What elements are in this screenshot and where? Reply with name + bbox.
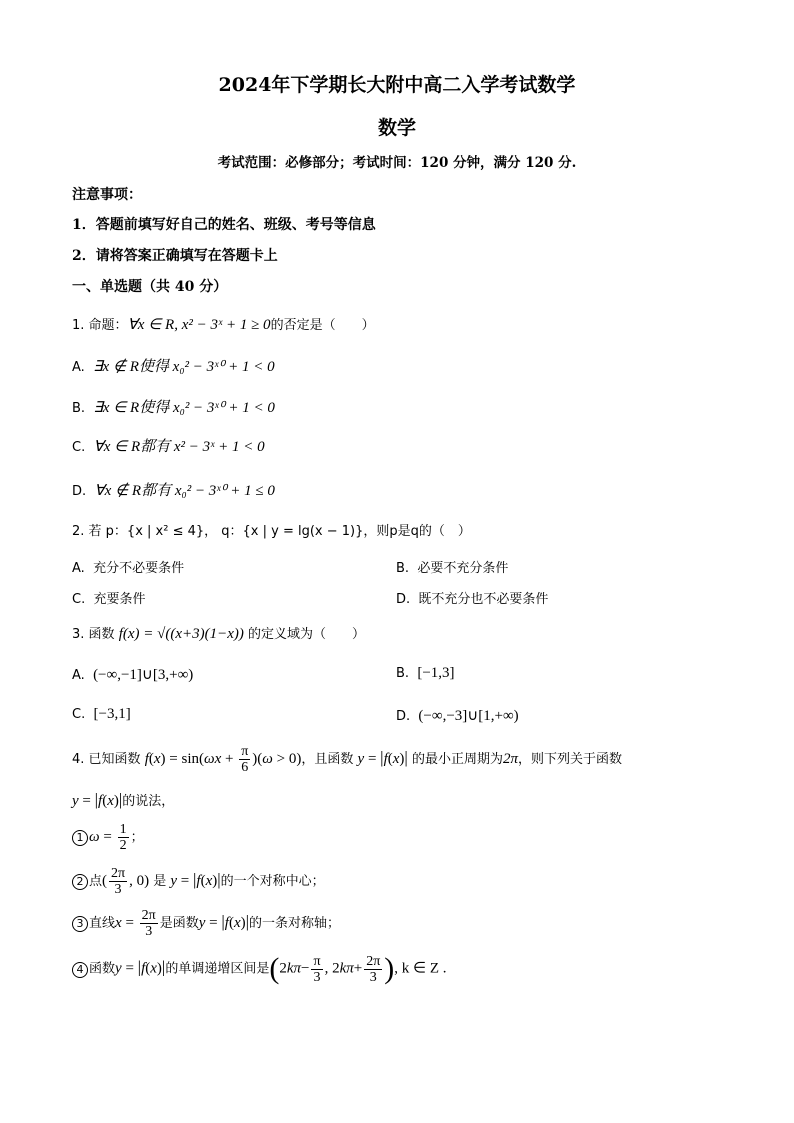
notice-item-1: 1．答题前填写好自己的姓名、班级、考号等信息 bbox=[72, 217, 376, 233]
q3-option-b: B. [−1,3] bbox=[396, 665, 455, 681]
circled-number-4-icon: 4 bbox=[72, 962, 88, 978]
q4-statement-3: 3 直线x = $\frac{2\pi}{3}$ 是函数y = |f(x)|的一条对称轴； bbox=[72, 908, 340, 939]
circled-number-1-icon: 1 bbox=[72, 830, 88, 846]
subject-title: 数学 bbox=[377, 117, 416, 139]
notice-heading: 注意事项： bbox=[72, 187, 142, 203]
exam-title: 2024年下学期长大附中高二入学考试数学 bbox=[218, 74, 576, 96]
question-4-line-1: 4. 已知函数 f(x) = sin(ωx + $\frac{\pi}{6}$ )(ω > 0)，且函数 y = |f(x)| 的最小正周期为2π，则下列关于函数 bbox=[72, 744, 622, 775]
q2-option-d: D. 既不充分也不必要条件 bbox=[396, 592, 549, 607]
q4-statement-4: 4 函数y = |f(x)|的单调递增区间是(2kπ− $\frac{\pi}{3}$ , 2kπ+ $\frac{2\pi}{3}$ ), k ∈ Z . bbox=[72, 952, 447, 986]
q3-option-d: D. (−∞,−3]∪[1,+∞) bbox=[396, 708, 519, 724]
q2-option-b: B. 必要不充分条件 bbox=[396, 561, 509, 576]
q2-option-c: C. 充要条件 bbox=[72, 592, 146, 607]
question-1-stem: 1. 命题：∀x ∈ R, x² − 3ˣ + 1 ≥ 0的否定是（ ） bbox=[72, 317, 375, 333]
question-2-stem: 2. 若 p：{x | x² ≤ 4}， q：{x | y = lg(x − 1)}，则p是q的（ ） bbox=[72, 524, 471, 539]
q1-option-a: A. ∃x ∉ R使得 x₀² − 3ˣ⁰ + 1 < 0 bbox=[72, 359, 275, 375]
q3-option-a: A. (−∞,−1]∪[3,+∞) bbox=[72, 667, 194, 683]
question-3-stem: 3. 函数 f(x) = √((x+3)(1−x)) 的定义域为（ ） bbox=[72, 626, 366, 642]
q1-option-d: D. ∀x ∉ R都有 x₀² − 3ˣ⁰ + 1 ≤ 0 bbox=[72, 483, 275, 499]
exam-scope: 考试范围：必修部分；考试时间：120 分钟，满分 120 分. bbox=[217, 155, 577, 171]
notice-item-2: 2．请将答案正确填写在答题卡上 bbox=[72, 248, 278, 264]
circled-number-2-icon: 2 bbox=[72, 874, 88, 890]
circled-number-3-icon: 3 bbox=[72, 916, 88, 932]
q4-statement-1: 1 ω = $\frac{1}{2}$ ； bbox=[72, 822, 144, 853]
q4-statement-2: 2 点( $\frac{2\pi}{3}$ , 0) 是 y = |f(x)|的一个对称中心； bbox=[72, 866, 325, 897]
q1-option-c: C. ∀x ∈ R都有 x² − 3ˣ + 1 < 0 bbox=[72, 439, 265, 455]
question-4-line-2: y = |f(x)|的说法， bbox=[72, 790, 175, 809]
q1-math: ∀x ∈ R, x² − 3ˣ + 1 ≥ 0 bbox=[127, 317, 271, 333]
q2-option-a: A. 充分不必要条件 bbox=[72, 561, 185, 576]
q1-option-b: B. ∃x ∈ R使得 x₀² − 3ˣ⁰ + 1 < 0 bbox=[72, 400, 275, 416]
q3-function: f(x) = √((x+3)(1−x)) bbox=[118, 626, 244, 642]
section-title: 一、单选题（共 40 分） bbox=[72, 279, 228, 295]
q3-option-c: C. [−3,1] bbox=[72, 706, 131, 722]
